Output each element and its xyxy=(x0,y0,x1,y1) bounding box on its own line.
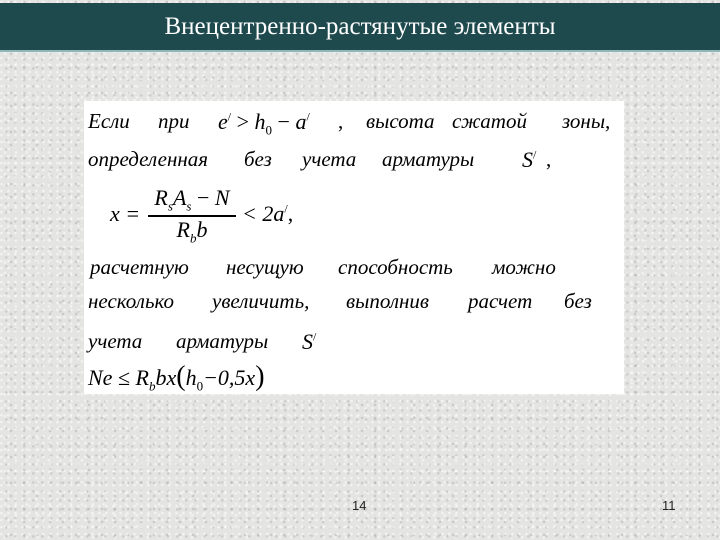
text-line-2 xyxy=(84,147,624,177)
word: учета xyxy=(302,147,357,171)
page-number: 14 xyxy=(352,498,367,513)
title-bar xyxy=(0,3,720,52)
x-rhs: < 2a/, xyxy=(242,201,294,226)
word: Если xyxy=(88,109,130,133)
comma: , xyxy=(338,109,344,133)
text-line-1 xyxy=(84,109,624,139)
s-prime: S/ xyxy=(302,329,317,354)
word: сжатой xyxy=(452,109,527,133)
word: учета xyxy=(88,329,143,353)
word: расчетную xyxy=(90,255,189,279)
word: выполнив xyxy=(346,289,430,313)
page-title: Внецентренно-растянутые элементы xyxy=(164,13,556,40)
x-formula xyxy=(84,185,624,245)
text-line-4 xyxy=(84,255,624,285)
text-line-5 xyxy=(84,289,624,319)
word: можно xyxy=(492,255,556,279)
fraction-denominator: $R_bb$ xyxy=(176,217,208,246)
word: способность xyxy=(338,255,453,279)
word: при xyxy=(158,109,190,133)
word: высота xyxy=(366,109,435,133)
s-prime: S/ xyxy=(522,147,537,172)
content-area xyxy=(84,101,624,394)
condition-formula: $e^/ > h_0 - a^/$ xyxy=(218,109,310,138)
x-lhs: x = xyxy=(110,201,141,226)
word: определенная xyxy=(88,147,209,171)
fraction-numerator: $R_sA_s - N$ xyxy=(154,185,230,214)
word: несущую xyxy=(226,255,304,279)
final-expression: $Ne \le R_bbx(h_0-0,5x)$ xyxy=(88,361,265,394)
text-line-6 xyxy=(84,329,624,359)
word: без xyxy=(244,147,272,171)
word: зоны, xyxy=(562,109,611,133)
word: арматуры xyxy=(382,147,475,171)
word: несколько xyxy=(88,289,175,313)
word: без xyxy=(564,289,592,313)
word: расчет xyxy=(468,289,533,313)
final-formula xyxy=(84,361,624,393)
comma: , xyxy=(546,147,552,171)
slide-number: 11 xyxy=(662,498,676,513)
fraction xyxy=(148,185,236,245)
word: увеличить, xyxy=(212,289,310,313)
word: арматуры xyxy=(176,329,269,353)
